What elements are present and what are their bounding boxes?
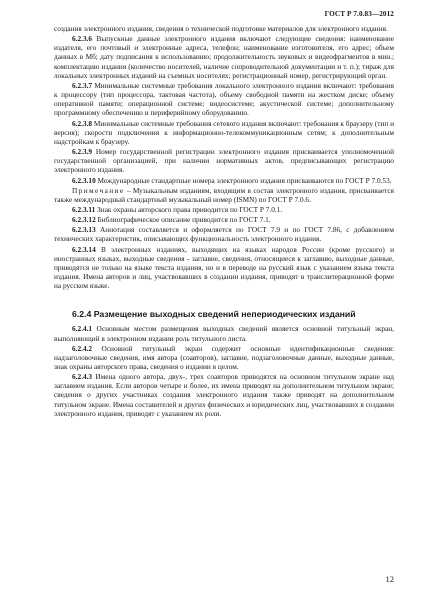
- clause-number: 6.2.3.10: [72, 175, 96, 185]
- paragraph-continuation: [54, 24, 394, 33]
- clause-text: Основным местом размещения выходных сведений является основной титульный экран, выполняющий в электронном издании роль титульного листа.: [54, 324, 394, 343]
- clause-6-2-3-12: [54, 215, 394, 224]
- clause-number: 6.2.4.3: [72, 372, 93, 382]
- section-heading: 6.2.4 Размещение выходных сведений непериодических изданий: [72, 309, 356, 320]
- clause-text: Минимальные системные требования локального электронного издания включают: требования к процессору (тип процессора, тактовая частота), объему свободной памяти на жестком диске; объему оперативной памяти; операционной системе; видеосистеме; акустической системе; дополнительному программному обеспечению и периферийному оборудованию.: [54, 80, 394, 118]
- clause-number: 6.2.3.7: [72, 80, 93, 90]
- paragraph-text: создания электронного издания, сведения о технической подготовке материалов для электронного издания.: [54, 24, 388, 33]
- note-label: Примечание: [72, 185, 125, 195]
- clause-6-2-4-1: [54, 324, 394, 342]
- clause-number: 6.2.3.14: [72, 244, 96, 254]
- page-number: 12: [385, 574, 394, 584]
- clause-6-2-3-11: [54, 205, 394, 214]
- clause-text: Знак охраны авторского права приводится по ГОСТ Р 7.0.1.: [95, 204, 283, 214]
- clause-number: 6.2.3.11: [72, 204, 96, 214]
- document-standard-id: ГОСТ Р 7.0.83—2012: [324, 10, 394, 18]
- clause-number: 6.2.3.8: [72, 118, 93, 128]
- clause-number: 6.2.4.1: [72, 324, 93, 334]
- clause-number: 6.2.3.12: [72, 215, 96, 225]
- clause-6-2-3-6: [54, 34, 394, 80]
- clause-6-2-3-9: [54, 147, 394, 174]
- clause-6-2-3-8: [54, 119, 394, 146]
- clause-6-2-3-10: [54, 176, 394, 185]
- clause-number: 6.2.4.2: [72, 343, 93, 353]
- clause-number: 6.2.3.13: [72, 225, 96, 235]
- clause-text: Международные стандартные номера электронного издания присваиваются по ГОСТ Р 7.0.53.: [95, 175, 392, 185]
- clause-number: 6.2.3.9: [72, 147, 93, 157]
- clause-6-2-3-14: [54, 245, 394, 291]
- note-text: – Музыкальным изданиям, входящим в состав электронного издания, присваивается также международный стандартный музыкальный номер (ISMN) по ГОСТ Р 7.0.6.: [54, 185, 394, 204]
- clause-text: Библиографическое описание приводится по ГОСТ 7.1.: [95, 215, 271, 225]
- clause-text: Минимальные системные требования сетевого издания включают: требования к браузеру (тип и версия); скорости подключения к информационно-телекоммуникационным сетям; к дополнительным надстройкам к браузеру.: [54, 118, 394, 146]
- document-body: [54, 24, 394, 418]
- clause-text: Основной титульный экран содержит основные идентификационные сведения: надзаголовочные сведения, имя автора (соавторов), заглавие, подзаголовочные данные, выходные данные, знак охраны авторского права, сведения о издании в целом.: [54, 343, 394, 371]
- note-paragraph: [54, 186, 394, 204]
- clause-text: Аннотация составляется и оформляется по ГОСТ 7.9 и по ГОСТ 7.86, с добавлением технических характеристик, описывающих функциональность электронного издания.: [54, 225, 394, 244]
- clause-number: 6.2.3.6: [72, 34, 93, 44]
- clause-6-2-4-3: [54, 372, 394, 418]
- clause-text: В электронных изданиях, выходящих на языках народов России (кроме русского) и иностранных языках, выходные сведения - заглавие, сведения, относящиеся к заглавию, выходные данные, приводятся не только на языке текста издания, но и в переводе на русский язык с указанием языка текста издания. Имена авторов и лиц, участвовавших в создании издания, приводят в транслитерационной форме на русском языке.: [54, 244, 394, 291]
- clause-text: Выпускные данные электронного издания включают следующие сведения: наименование издателя, его почтовый и электронные адреса, телефон; наименование изготовителя, его адрес; объем данных в Мб; дату подписания к использованию; продолжительность звуковых и видеофрагментов в мин.; комплектацию издания (количество носителей, наличие сопроводительной документации и т. п.); тираж для локальных электронных изданий на съемных носителях; регистрационный номер, регистрирующий орган.: [54, 34, 394, 80]
- clause-6-2-3-13: [54, 225, 394, 243]
- clause-text: Имена одного автора, двух-, трех соавторов приводятся на основном титульном экране над заглавием издания. Если авторов четыре и более, их имена приводят на дополнительном титульном экране; сведения о других участниках создания электронного издания также приводят на дополнительном титульном экране. Имена составителей и других физических и юридических лиц, участвовавших в создании электронного издания, приводят с указанием их роли.: [54, 372, 394, 418]
- clause-6-2-4-2: [54, 344, 394, 371]
- clause-text: Номер государственной регистрации электронного издания присваивается уполномоченной государственной организацией, при наличии нормативных актов, предписывающих регистрацию электронного издания.: [54, 147, 394, 175]
- clause-6-2-3-7: [54, 81, 394, 118]
